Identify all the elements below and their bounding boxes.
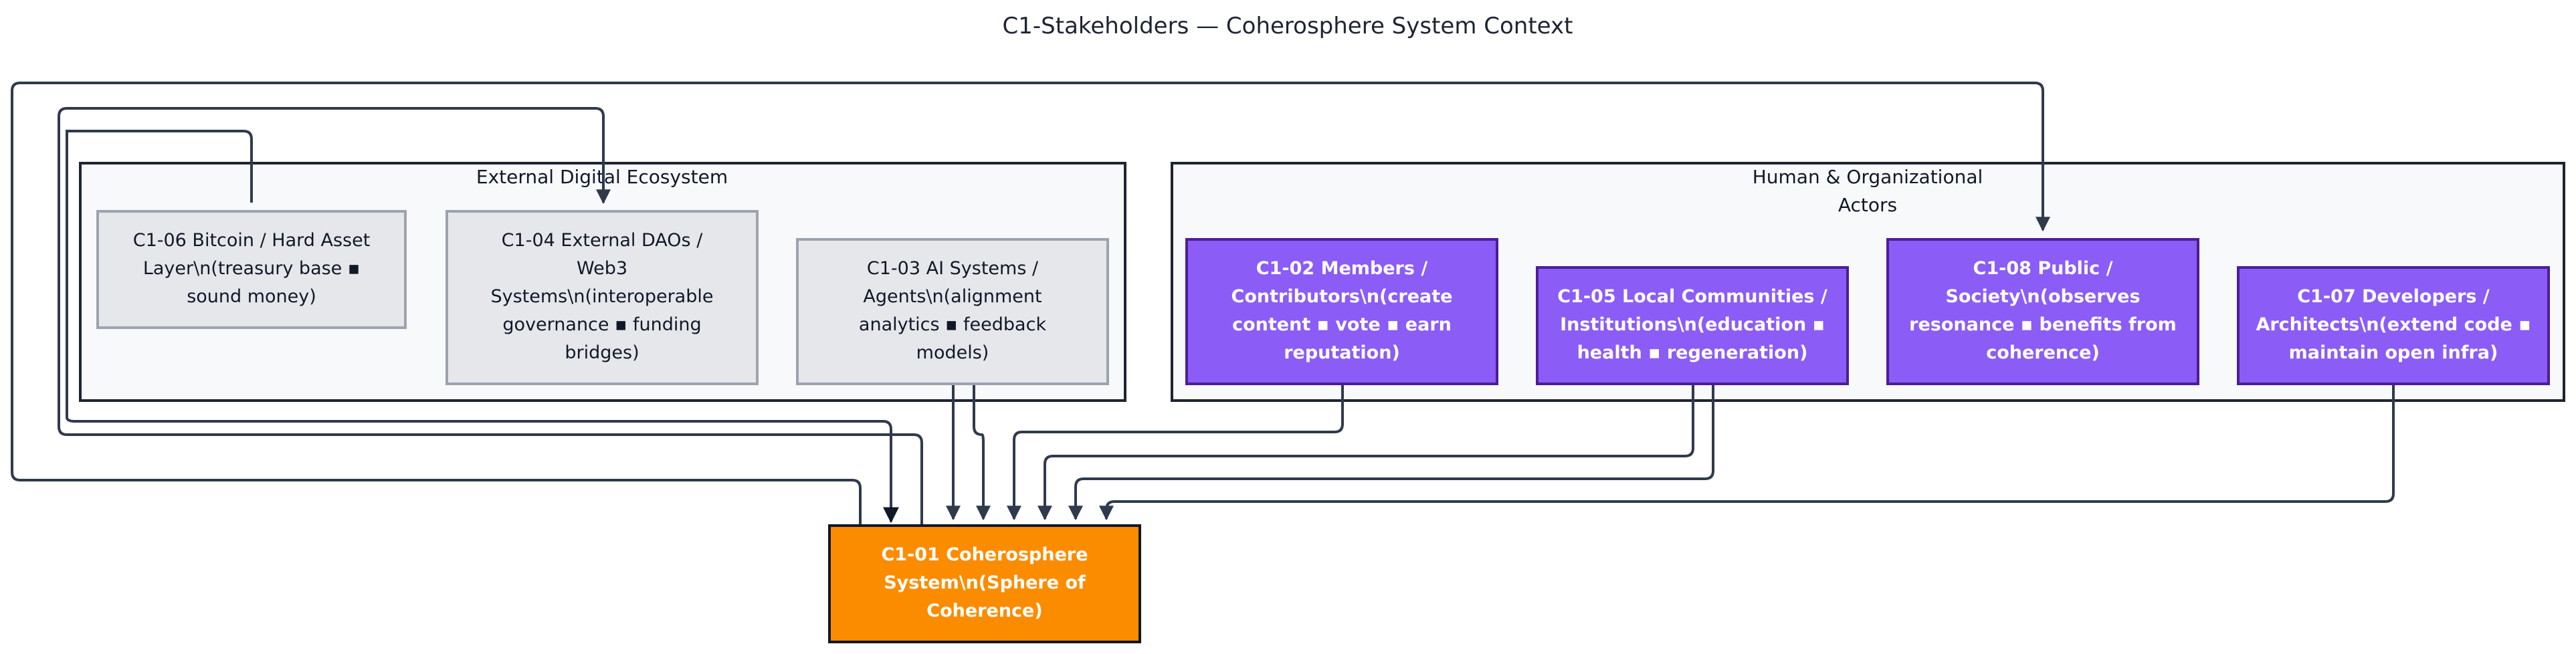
- node-c1-03-line1: C1-03 AI Systems /: [866, 258, 1039, 279]
- node-c1-04-line1: C1-04 External DAOs /: [501, 230, 703, 251]
- node-c1-08-line3: resonance ▪ benefits from: [1909, 314, 2177, 335]
- node-c1-05-line3: health ▪ regeneration): [1577, 342, 1808, 363]
- node-c1-03-line4: models): [916, 342, 989, 363]
- node-c1-02-line2: Contributors\n(create: [1231, 286, 1453, 307]
- diagram-title: C1-Stakeholders — Coherosphere System Context: [1002, 13, 1573, 39]
- node-c1-02-line3: content ▪ vote ▪ earn: [1232, 314, 1452, 335]
- node-c1-08-line1: C1-08 Public /: [1973, 258, 2113, 279]
- node-c1-08-line4: coherence): [1986, 342, 2100, 363]
- node-c1-05-local-communities[interactable]: [1537, 267, 1848, 384]
- node-c1-06-line3: sound money): [187, 286, 316, 307]
- node-c1-06-line1: C1-06 Bitcoin / Hard Asset: [132, 230, 371, 251]
- node-c1-01-coherosphere-system[interactable]: [829, 526, 1140, 642]
- node-c1-03-line2: Agents\n(alignment: [863, 286, 1042, 307]
- node-c1-06-line2: Layer\n(treasury base ▪: [142, 258, 361, 279]
- node-c1-08-public-society[interactable]: [1888, 239, 2198, 384]
- node-c1-05-line1: C1-05 Local Communities /: [1557, 286, 1827, 307]
- group-human-label-line2: Actors: [1838, 194, 1898, 216]
- edge-c107-to-c101: [1106, 384, 2393, 519]
- node-c1-01-line2: System\n(Sphere of: [884, 572, 1086, 593]
- node-c1-07-developers[interactable]: [2238, 267, 2549, 384]
- edge-c105b-to-c101: [1076, 384, 1713, 519]
- node-c1-05-line2: Institutions\n(education ▪: [1560, 314, 1825, 335]
- node-c1-02-line4: reputation): [1284, 342, 1400, 363]
- node-c1-04-line5: bridges): [565, 342, 639, 363]
- node-c1-08-line2: Society\n(observes: [1945, 286, 2141, 307]
- node-c1-04-line3: Systems\n(interoperable: [490, 286, 714, 307]
- node-c1-07-line1: C1-07 Developers /: [2297, 286, 2490, 307]
- node-c1-02-members[interactable]: [1187, 239, 1497, 384]
- node-c1-02-line1: C1-02 Members /: [1256, 258, 1428, 279]
- node-c1-01-line3: Coherence): [926, 601, 1043, 621]
- node-c1-06-bitcoin[interactable]: [98, 211, 405, 328]
- node-c1-03-line3: analytics ▪ feedback: [858, 314, 1047, 335]
- group-external-label: External Digital Ecosystem: [476, 166, 728, 188]
- node-c1-04-line4: governance ▪ funding: [502, 314, 702, 335]
- node-c1-04-line2: Web3: [576, 258, 628, 279]
- edge-c105-to-c101: [1045, 384, 1693, 519]
- edge-c102-to-c101: [1014, 384, 1343, 519]
- node-c1-01-line1: C1-01 Coherosphere: [881, 544, 1088, 565]
- node-c1-04-external-daos[interactable]: [447, 211, 757, 384]
- node-c1-03-ai-systems[interactable]: [797, 239, 1108, 384]
- group-human-label-line1: Human & Organizational: [1752, 166, 1983, 188]
- edge-c103b-to-c101: [974, 384, 983, 519]
- node-c1-07-line2: Architects\n(extend code ▪: [2256, 314, 2531, 335]
- node-c1-07-line3: maintain open infra): [2288, 342, 2498, 363]
